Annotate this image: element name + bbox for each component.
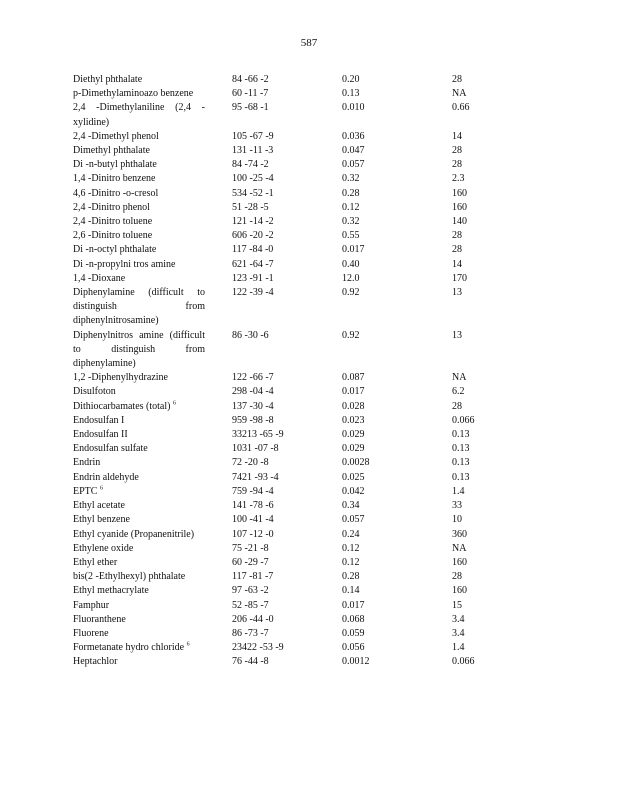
cas-number: 95 -68 -1 xyxy=(232,102,269,114)
concentration-value-2: 160 xyxy=(452,556,467,568)
concentration-value-1: 0.12 xyxy=(342,542,360,554)
concentration-value-1: 0.14 xyxy=(342,585,360,597)
table-row xyxy=(73,144,553,158)
cas-number: 100 -41 -4 xyxy=(232,514,274,526)
chemical-name-text: Diethyl phthalate xyxy=(73,74,143,85)
cas-number: 137 -30 -4 xyxy=(232,400,274,412)
concentration-value-2: NA xyxy=(452,542,467,554)
chemical-name-text: Fluoranthene xyxy=(73,613,126,625)
cas-number: 107 -12 -0 xyxy=(232,528,274,540)
chemical-name-text: Endrin aldehyde xyxy=(73,471,139,483)
chemical-name-text: EPTC xyxy=(73,485,98,497)
cas-number: 84 -66 -2 xyxy=(232,74,269,85)
chemical-name-text: Endrin xyxy=(73,457,101,469)
concentration-value-1: 0.068 xyxy=(342,613,365,625)
table-row xyxy=(73,428,553,442)
concentration-value-2: 170 xyxy=(452,272,467,284)
concentration-value-1: 0.047 xyxy=(342,145,365,157)
chemical-name xyxy=(73,144,205,158)
concentration-value-2: 13 xyxy=(452,287,462,299)
concentration-value-1: 0.32 xyxy=(342,216,360,228)
cas-number: 86 -30 -6 xyxy=(232,329,269,341)
cas-number: 51 -28 -5 xyxy=(232,201,269,213)
concentration-value-1: 0.0012 xyxy=(342,656,370,668)
table-row xyxy=(73,456,553,470)
cas-number: 959 -98 -8 xyxy=(232,414,274,426)
cas-number: 60 -11 -7 xyxy=(232,88,269,100)
concentration-value-1: 0.34 xyxy=(342,500,360,512)
chemical-name-text: 2,4 -Dimethylaniline (2,4 - xylidine) xyxy=(73,102,205,128)
chemical-name xyxy=(73,627,205,641)
cas-number: 759 -94 -4 xyxy=(232,485,274,497)
chemical-name-text: Di -n-propylni tros amine xyxy=(73,258,176,270)
table-row xyxy=(73,371,553,385)
chemical-table xyxy=(73,73,553,670)
concentration-value-1: 0.017 xyxy=(342,599,365,611)
concentration-value-1: 0.029 xyxy=(342,443,365,455)
table-row xyxy=(73,329,553,372)
table-row xyxy=(73,499,553,513)
concentration-value-2: 1.4 xyxy=(452,642,465,654)
table-row xyxy=(73,258,553,272)
concentration-value-2: 28 xyxy=(452,159,462,171)
concentration-value-1: 0.023 xyxy=(342,414,365,426)
concentration-value-1: 0.036 xyxy=(342,130,365,142)
chemical-name xyxy=(73,542,205,556)
concentration-value-2: 13 xyxy=(452,329,462,341)
table-row xyxy=(73,570,553,584)
table-row xyxy=(73,400,553,414)
concentration-value-2: 3.4 xyxy=(452,613,465,625)
concentration-value-2: 0.066 xyxy=(452,656,475,668)
table-row xyxy=(73,101,553,129)
chemical-name xyxy=(73,272,205,286)
chemical-name-text: Heptachlor xyxy=(73,656,118,668)
concentration-value-2: 28 xyxy=(452,74,462,85)
cas-number: 105 -67 -9 xyxy=(232,130,274,142)
concentration-value-1: 0.056 xyxy=(342,642,365,654)
table-row xyxy=(73,641,553,655)
chemical-name-text: Ethylene oxide xyxy=(73,542,134,554)
chemical-name-text: Endosulfan sulfate xyxy=(73,443,148,455)
concentration-value-1: 0.017 xyxy=(342,386,365,398)
chemical-name xyxy=(73,442,205,456)
table-row xyxy=(73,471,553,485)
table-row xyxy=(73,130,553,144)
chemical-name-text: Disulfoton xyxy=(73,386,116,398)
table-row xyxy=(73,528,553,542)
chemical-name xyxy=(73,570,205,584)
table-row xyxy=(73,442,553,456)
table-row xyxy=(73,414,553,428)
concentration-value-1: 0.017 xyxy=(342,244,365,256)
chemical-name-text: Diphenylamine (difficult to distinguish from diphenylnitrosamine) xyxy=(73,287,205,327)
cas-number: 52 -85 -7 xyxy=(232,599,269,611)
table-row xyxy=(73,243,553,257)
chemical-name xyxy=(73,428,205,442)
chemical-name-text: Ethyl methacrylate xyxy=(73,585,149,597)
concentration-value-1: 0.13 xyxy=(342,88,360,100)
chemical-name xyxy=(73,385,205,399)
chemical-name xyxy=(73,471,205,485)
chemical-name-text: Dithiocarbamates (total) xyxy=(73,400,171,412)
table-row xyxy=(73,584,553,598)
concentration-value-1: 0.32 xyxy=(342,173,360,185)
table-row xyxy=(73,87,553,101)
concentration-value-2: 160 xyxy=(452,201,467,213)
cas-number: 97 -63 -2 xyxy=(232,585,269,597)
table-row xyxy=(73,513,553,527)
cas-number: 122 -39 -4 xyxy=(232,287,274,299)
chemical-name-text: p-Dimethylaminoazo benzene xyxy=(73,88,194,100)
chemical-name-text: bis(2 -Ethylhexyl) phthalate xyxy=(73,571,186,583)
concentration-value-1: 0.042 xyxy=(342,485,365,497)
concentration-value-1: 0.12 xyxy=(342,556,360,568)
chemical-name xyxy=(73,286,205,329)
footnote-marker: 6 xyxy=(186,641,190,648)
table-row xyxy=(73,485,553,499)
cas-number: 122 -66 -7 xyxy=(232,372,274,384)
concentration-value-2: 2.3 xyxy=(452,173,465,185)
table-row xyxy=(73,286,553,329)
concentration-value-1: 0.010 xyxy=(342,102,365,114)
chemical-name xyxy=(73,87,205,101)
concentration-value-1: 0.40 xyxy=(342,258,360,270)
chemical-name-text: Ethyl cyanide (Propanenitrile) xyxy=(73,528,195,540)
cas-number: 117 -81 -7 xyxy=(232,571,274,583)
concentration-value-1: 12.0 xyxy=(342,272,360,284)
concentration-value-2: 0.13 xyxy=(452,443,470,455)
cas-number: 72 -20 -8 xyxy=(232,457,269,469)
table-row xyxy=(73,542,553,556)
chemical-name xyxy=(73,499,205,513)
concentration-value-2: 0.13 xyxy=(452,429,470,441)
chemical-name xyxy=(73,201,205,215)
cas-number: 206 -44 -0 xyxy=(232,613,274,625)
concentration-value-2: 10 xyxy=(452,514,462,526)
cas-number: 534 -52 -1 xyxy=(232,187,274,199)
chemical-name xyxy=(73,528,205,542)
chemical-name-text: Formetanate hydro chloride xyxy=(73,642,185,654)
cas-number: 23422 -53 -9 xyxy=(232,642,284,654)
chemical-name xyxy=(73,172,205,186)
chemical-name xyxy=(73,243,205,257)
concentration-value-2: 160 xyxy=(452,187,467,199)
chemical-name-text: 1,4 -Dinitro benzene xyxy=(73,173,156,185)
concentration-value-1: 0.24 xyxy=(342,528,360,540)
cas-number: 141 -78 -6 xyxy=(232,500,274,512)
cas-number: 84 -74 -2 xyxy=(232,159,269,171)
chemical-name-text: Ethyl benzene xyxy=(73,514,130,526)
concentration-value-1: 0.057 xyxy=(342,159,365,171)
chemical-name-text: 2,4 -Dinitro toluene xyxy=(73,216,153,228)
chemical-name xyxy=(73,456,205,470)
chemical-name xyxy=(73,556,205,570)
table-row xyxy=(73,201,553,215)
chemical-name xyxy=(73,641,205,655)
concentration-value-1: 0.057 xyxy=(342,514,365,526)
table-row xyxy=(73,73,553,87)
cas-number: 606 -20 -2 xyxy=(232,230,274,242)
cas-number: 33213 -65 -9 xyxy=(232,429,284,441)
concentration-value-1: 0.059 xyxy=(342,627,365,639)
concentration-value-2: 15 xyxy=(452,599,462,611)
chemical-name xyxy=(73,599,205,613)
chemical-name-text: 2,6 -Dinitro toluene xyxy=(73,230,153,242)
chemical-name-text: 2,4 -Dimethyl phenol xyxy=(73,130,159,142)
concentration-value-2: 3.4 xyxy=(452,627,465,639)
chemical-name xyxy=(73,329,205,372)
concentration-value-2: 160 xyxy=(452,585,467,597)
chemical-name-text: Di -n-butyl phthalate xyxy=(73,159,157,171)
chemical-name xyxy=(73,414,205,428)
chemical-name xyxy=(73,584,205,598)
table-row xyxy=(73,613,553,627)
chemical-name xyxy=(73,655,205,669)
concentration-value-2: 6.2 xyxy=(452,386,465,398)
chemical-name-text: Diphenylnitros amine (difficult to distinguish from diphenylamine) xyxy=(73,329,205,370)
concentration-value-2: 28 xyxy=(452,571,462,583)
concentration-value-1: 0.55 xyxy=(342,230,360,242)
chemical-name-text: Fluorene xyxy=(73,627,109,639)
cas-number: 298 -04 -4 xyxy=(232,386,274,398)
concentration-value-2: 28 xyxy=(452,230,462,242)
chemical-name-text: 2,4 -Dinitro phenol xyxy=(73,201,150,213)
table-row xyxy=(73,229,553,243)
cas-number: 117 -84 -0 xyxy=(232,244,274,256)
concentration-value-2: 28 xyxy=(452,145,462,157)
table-row xyxy=(73,158,553,172)
chemical-name xyxy=(73,229,205,243)
cas-number: 131 -11 -3 xyxy=(232,145,274,157)
chemical-name xyxy=(73,613,205,627)
table-row xyxy=(73,187,553,201)
chemical-name xyxy=(73,101,205,129)
footnote-marker: 6 xyxy=(172,400,176,407)
cas-number: 76 -44 -8 xyxy=(232,656,269,668)
table-row xyxy=(73,172,553,186)
chemical-name-text: 1,4 -Dioxane xyxy=(73,272,126,284)
chemical-name xyxy=(73,513,205,527)
concentration-value-1: 0.28 xyxy=(342,187,360,199)
table-row xyxy=(73,655,553,669)
footnote-marker: 6 xyxy=(99,485,103,492)
chemical-name xyxy=(73,215,205,229)
table-row xyxy=(73,272,553,286)
concentration-value-1: 0.025 xyxy=(342,471,365,483)
chemical-name-text: 1,2 -Diphenylhydrazine xyxy=(73,372,168,384)
cas-number: 1031 -07 -8 xyxy=(232,443,279,455)
chemical-name xyxy=(73,371,205,385)
chemical-name-text: Di -n-octyl phthalate xyxy=(73,244,157,256)
chemical-name-text: Endosulfan I xyxy=(73,414,125,426)
chemical-name-text: Endosulfan II xyxy=(73,429,128,441)
concentration-value-2: NA xyxy=(452,372,467,384)
concentration-value-2: 0.13 xyxy=(452,457,470,469)
chemical-name xyxy=(73,187,205,201)
table-row xyxy=(73,215,553,229)
concentration-value-2: 14 xyxy=(452,258,462,270)
concentration-value-1: 0.0028 xyxy=(342,457,370,469)
concentration-value-1: 0.20 xyxy=(342,74,360,85)
table-row xyxy=(73,385,553,399)
concentration-value-1: 0.12 xyxy=(342,201,360,213)
cas-number: 60 -29 -7 xyxy=(232,556,269,568)
page-number: 587 xyxy=(300,37,318,49)
chemical-name xyxy=(73,485,205,499)
chemical-name xyxy=(73,258,205,272)
concentration-value-2: 14 xyxy=(452,130,462,142)
concentration-value-1: 0.028 xyxy=(342,400,365,412)
cas-number: 7421 -93 -4 xyxy=(232,471,279,483)
concentration-value-2: 140 xyxy=(452,216,467,228)
concentration-value-2: 28 xyxy=(452,400,462,412)
chemical-name-text: 4,6 -Dinitro -o-cresol xyxy=(73,187,159,199)
chemical-name xyxy=(73,130,205,144)
cas-number: 121 -14 -2 xyxy=(232,216,274,228)
table-row xyxy=(73,627,553,641)
concentration-value-2: NA xyxy=(452,88,467,100)
chemical-name-text: Dimethyl phthalate xyxy=(73,145,150,157)
chemical-name-text: Famphur xyxy=(73,599,110,611)
chemical-name xyxy=(73,73,205,87)
chemical-name-text: Ethyl acetate xyxy=(73,500,125,512)
table-row xyxy=(73,556,553,570)
cas-number: 123 -91 -1 xyxy=(232,272,274,284)
table-row xyxy=(73,599,553,613)
concentration-value-2: 0.13 xyxy=(452,471,470,483)
cas-number: 100 -25 -4 xyxy=(232,173,274,185)
cas-number: 621 -64 -7 xyxy=(232,258,274,270)
concentration-value-2: 1.4 xyxy=(452,485,465,497)
concentration-value-1: 0.28 xyxy=(342,571,360,583)
concentration-value-2: 360 xyxy=(452,528,467,540)
concentration-value-2: 28 xyxy=(452,244,462,256)
cas-number: 75 -21 -8 xyxy=(232,542,269,554)
chemical-name-text: Ethyl ether xyxy=(73,556,118,568)
concentration-value-1: 0.087 xyxy=(342,372,365,384)
concentration-value-1: 0.92 xyxy=(342,329,360,341)
concentration-value-2: 0.066 xyxy=(452,414,475,426)
chemical-name xyxy=(73,158,205,172)
concentration-value-2: 0.66 xyxy=(452,102,470,114)
chemical-name xyxy=(73,400,205,414)
concentration-value-2: 33 xyxy=(452,500,462,512)
concentration-value-1: 0.92 xyxy=(342,287,360,299)
cas-number: 86 -73 -7 xyxy=(232,627,269,639)
concentration-value-1: 0.029 xyxy=(342,429,365,441)
